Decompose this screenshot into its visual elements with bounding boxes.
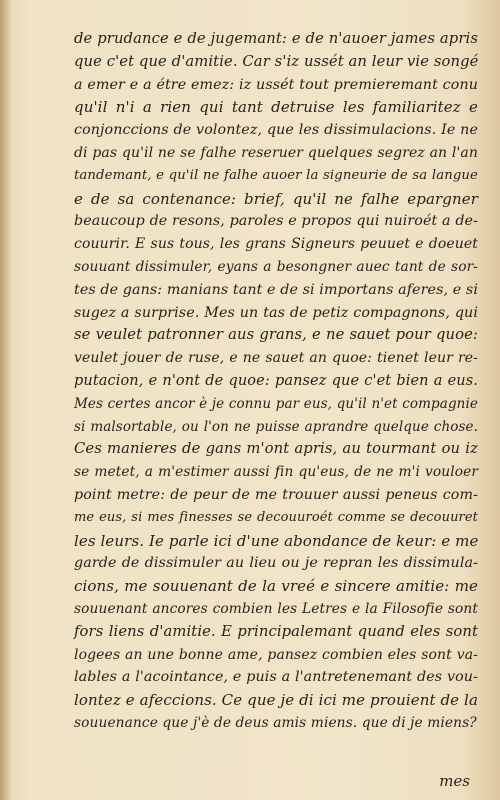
body-text (74, 28, 478, 735)
text-line: souuenance que j'è de deus amis miens. que di je miens? (74, 714, 477, 731)
text-line: fors liens d'amitie. E principalemant quand eles sont (74, 622, 478, 640)
text-line: di pas qu'il ne se falhe reseruer quelques segrez an l'an (74, 144, 478, 161)
text-line: se metet, a m'estimer aussi fin qu'eus, de ne m'i vouloer (74, 464, 478, 481)
text-line: point metre: de peur de me trouuer aussi peneus com- (74, 486, 478, 503)
text-line: si malsortable, ou l'on ne puisse aprandre quelque chose. (74, 418, 478, 435)
text-line: lontez e afeccions. Ce que je di ici me prouient de la (74, 691, 478, 710)
text-line: beaucoup de resons, paroles e propos qui nuiroét a de- (74, 213, 478, 230)
text-line: e de sa contenance: brief, qu'il ne falhe epargner (74, 189, 478, 208)
spine-shadow (0, 0, 12, 800)
text-line: les leurs. Ie parle ici d'une abondance de keur: e me (74, 531, 479, 550)
text-line: me eus, si mes finesses se decouuroét comme se decouuret (74, 509, 478, 525)
text-line: tes de gans: manians tant e de si importans aferes, e si (74, 281, 478, 298)
text-line: qu'il n'i a rien qui tant detruise les familiaritez e (74, 98, 478, 117)
text-line: logees an une bonne ame, pansez combien eles sont va- (74, 646, 478, 663)
text-line: Mes certes ancor è je connu par eus, qu'il n'et compagnie (74, 395, 478, 412)
text-line: cions, me souuenant de la vreé e sincere amitie: me (74, 577, 478, 596)
text-line: souuant dissimuler, eyans a besongner auec tant de sor- (74, 258, 478, 275)
text-line: conjonccions de volontez, que les dissimulacions. Ie ne (74, 122, 478, 139)
text-line: tandemant, e qu'il ne falhe auoer la signeurie de sa langue (74, 167, 478, 183)
text-line: que c'et que d'amitie. Car s'iz ussét an leur vie songé (74, 52, 479, 70)
text-line: sugez a surprise. Mes un tas de petiz compagnons, qui (74, 304, 478, 321)
text-line: se veulet patronner aus grans, e ne sauet pour quoe: (74, 326, 478, 344)
text-line: Ces manieres de gans m'ont apris, au tourmant ou iz (74, 440, 478, 458)
text-line: a emer e a étre emez: iz ussét tout premieremant conu (74, 76, 478, 93)
text-line: lables a l'acointance, e puis a l'antretenemant des vou- (74, 669, 478, 686)
text-line: garde de dissimuler au lieu ou je repran les dissimula- (74, 555, 478, 572)
text-line: de prudance e de jugemant: e de n'auoer james apris (74, 30, 478, 47)
text-line: souuenant ancores combien les Letres e la Filosofie sont (74, 600, 478, 617)
catchword: mes (439, 772, 470, 790)
text-line: veulet jouer de ruse, e ne sauet an quoe: tienet leur re- (74, 350, 478, 367)
text-line: couurir. E sus tous, les grans Signeurs peuuet e doeuet (74, 236, 478, 253)
text-line: putacion, e n'ont de quoe: pansez que c'et bien a eus. (74, 372, 478, 389)
